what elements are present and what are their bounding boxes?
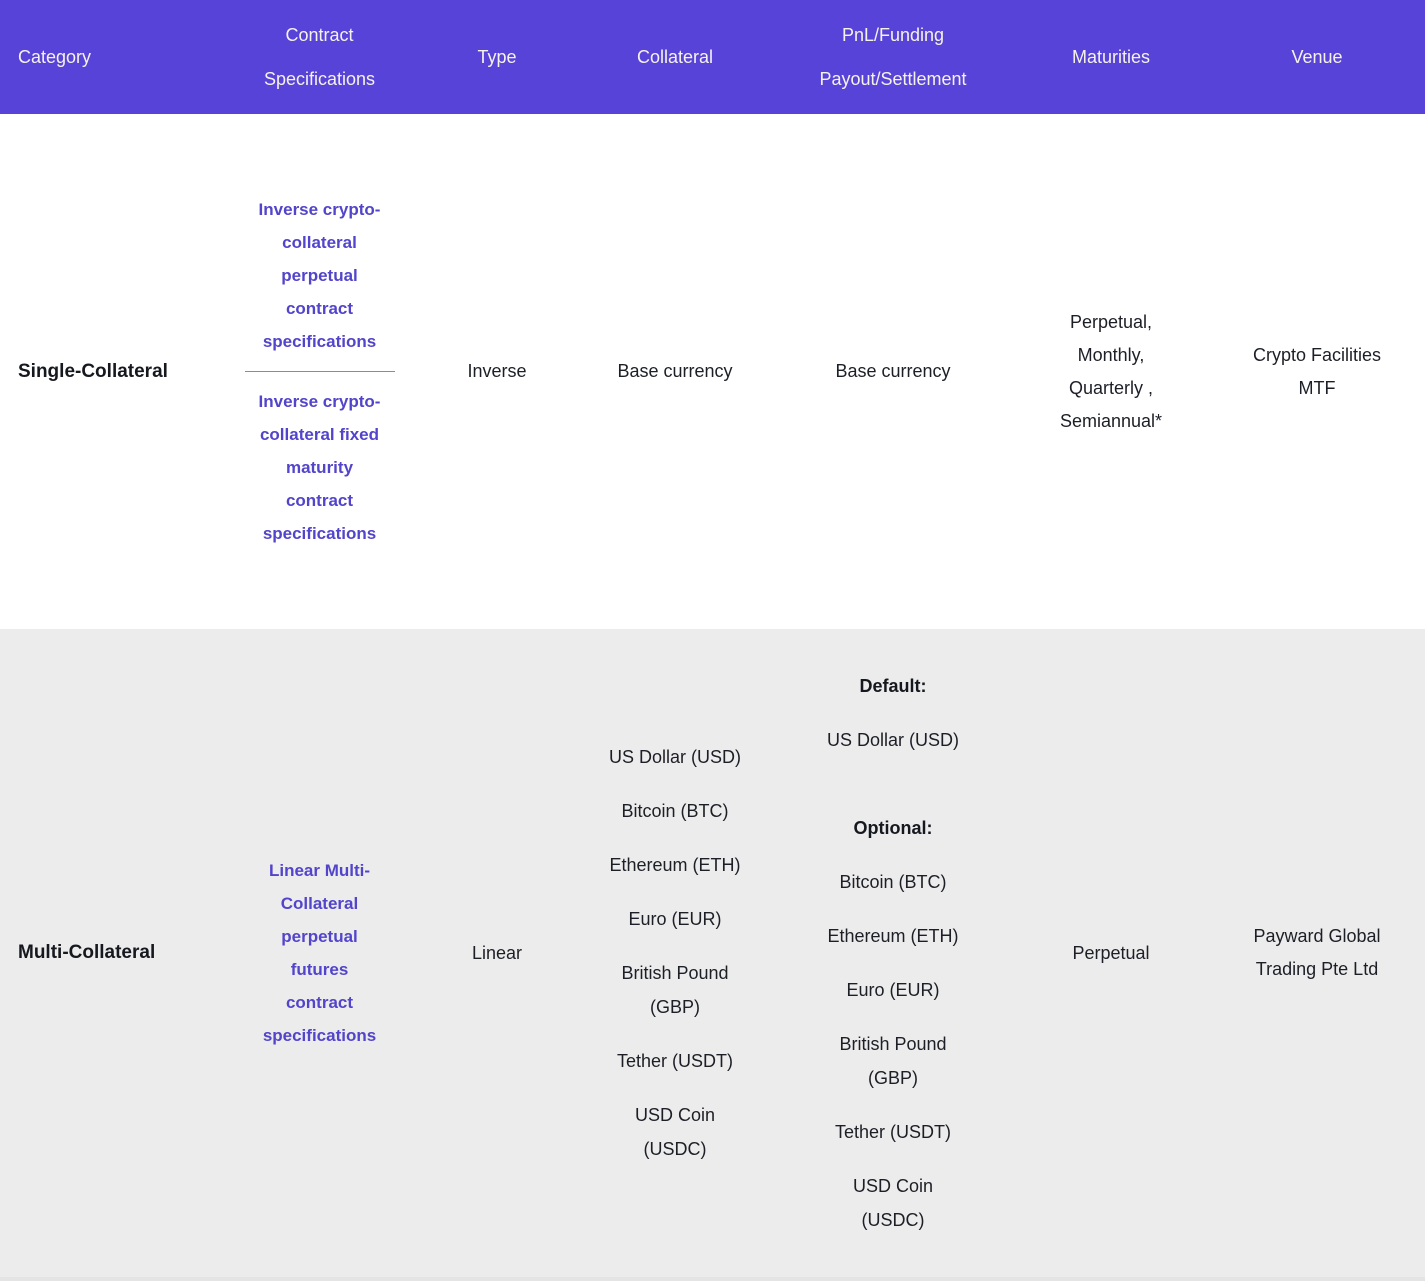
pnl-default-item: US Dollar (USD)	[826, 730, 959, 750]
venue-value: Crypto Facilities MTF	[1252, 344, 1382, 398]
collateral-item: Bitcoin (BTC)	[621, 801, 729, 821]
collateral-item: US Dollar (USD)	[608, 747, 741, 767]
cell-pnl-funding	[773, 629, 1013, 1277]
column-header-pnl-funding	[773, 0, 1013, 114]
column-header-label: PnL/Funding Payout/Settlement	[819, 25, 967, 89]
cell-type	[417, 114, 577, 629]
column-header-maturities	[1013, 0, 1209, 114]
cell-collateral	[577, 114, 773, 629]
table-header-row	[0, 0, 1425, 114]
cell-collateral	[577, 629, 773, 1277]
cell-maturities	[1013, 629, 1209, 1277]
cell-venue	[1209, 629, 1425, 1277]
pnl-optional-item: Euro (EUR)	[846, 980, 940, 1000]
spec-link-inverse-perpetual[interactable]: Inverse crypto-collateral perpetual contract specifications	[258, 200, 381, 351]
category-label: Multi-Collateral	[18, 942, 156, 963]
collateral-item: Euro (EUR)	[628, 909, 722, 929]
pnl-optional-item: Tether (USDT)	[834, 1122, 951, 1142]
cell-maturities	[1013, 114, 1209, 629]
collateral-item: USD Coin (USDC)	[634, 1105, 716, 1159]
cell-contract-specifications	[222, 629, 417, 1277]
spec-link-inverse-fixed-maturity[interactable]: Inverse crypto-collateral fixed maturity contract specifications	[258, 392, 381, 543]
pnl-value: Base currency	[835, 361, 951, 381]
maturities-value: Perpetual, Monthly, Quarterly , Semiannual*	[1059, 311, 1163, 431]
table-row-multi-collateral	[0, 629, 1425, 1277]
type-value: Linear	[471, 942, 523, 963]
pnl-default-label: Default:	[859, 676, 927, 696]
cell-venue	[1209, 114, 1425, 629]
cell-category	[0, 629, 222, 1277]
column-header-label: Collateral	[636, 47, 714, 67]
column-header-type	[417, 0, 577, 114]
cell-contract-specifications	[222, 114, 417, 629]
column-header-venue	[1209, 0, 1425, 114]
column-header-label: Venue	[1291, 47, 1343, 67]
spec-link-linear-multi-collateral[interactable]: Linear Multi-Collateral perpetual futures contract specifications	[262, 861, 377, 1045]
next-row-edge	[0, 1277, 1425, 1281]
category-label: Single-Collateral	[18, 360, 168, 382]
collateral-item: Ethereum (ETH)	[609, 855, 741, 875]
column-header-contract-specifications	[222, 0, 417, 114]
column-header-label: Maturities	[1071, 47, 1151, 67]
column-header-label: Contract Specifications	[263, 25, 376, 89]
cell-category	[0, 114, 222, 629]
pnl-optional-label: Optional:	[853, 818, 933, 838]
table-row-single-collateral	[0, 114, 1425, 629]
pnl-optional-item: British Pound (GBP)	[839, 1034, 947, 1088]
column-header-category	[0, 0, 222, 114]
pnl-optional-item: Bitcoin (BTC)	[839, 872, 947, 892]
pnl-optional-item: Ethereum (ETH)	[827, 926, 959, 946]
pnl-optional-item: USD Coin (USDC)	[852, 1176, 934, 1230]
collateral-value: Base currency	[617, 361, 733, 381]
type-value: Inverse	[467, 361, 527, 381]
column-header-label: Type	[477, 47, 517, 67]
spec-links-divider	[245, 371, 395, 372]
column-header-collateral	[577, 0, 773, 114]
cell-type	[417, 629, 577, 1277]
collateral-item: British Pound (GBP)	[621, 963, 729, 1017]
maturities-value: Perpetual	[1072, 942, 1150, 963]
venue-value: Payward Global Trading Pte Ltd	[1253, 926, 1381, 979]
collateral-item: Tether (USDT)	[616, 1051, 733, 1071]
column-header-label: Category	[18, 47, 92, 67]
cell-pnl-funding	[773, 114, 1013, 629]
